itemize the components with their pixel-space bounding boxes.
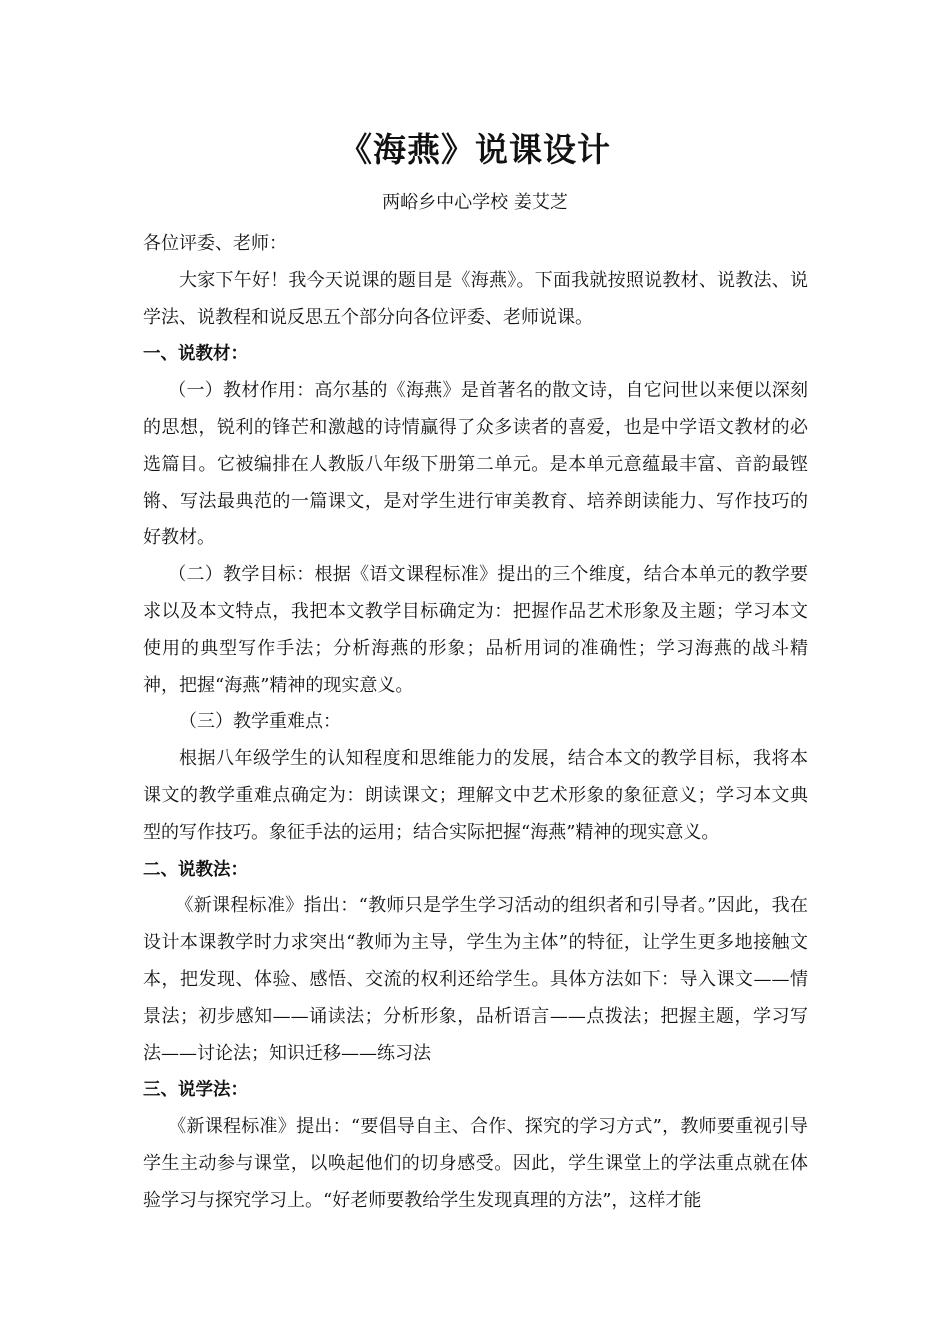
key-points-heading: （三）教学重难点： xyxy=(179,711,341,733)
document-author: 两峪乡中心学校 姜艾芝 xyxy=(382,192,568,213)
section-heading-teaching-method: 二、说教法： xyxy=(143,859,248,880)
teaching-goals-paragraph: （二）教学目标：根据《语文课程标准》提出的三个维度，结合本单元的教学要求以及本文特点，我把本文教学目标确定为：把握作品艺术形象及主题；学习本文使用的典型写作手法；分析海燕的形象；品析用词的准确性；学习海燕的战斗精神，把握“海燕”精神的现实意义。 xyxy=(143,564,808,696)
section-heading-textbook: 一、说教材： xyxy=(143,344,248,365)
learning-method-paragraph: 《新课程标准》提出：“要倡导自主、合作、探究的学习方式”，教师要重视引导学生主动参与课堂，以唤起他们的切身感受。因此，学生课堂上的学法重点就在体验学习与探究学习上。“好老师要教给学生发现真理的方法”，这样才能 xyxy=(143,1116,808,1211)
document-title: 《海燕》说课设计 xyxy=(339,130,611,169)
section-heading-learning-method: 三、说学法： xyxy=(143,1080,248,1101)
teaching-method-paragraph: 《新课程标准》指出：“教师只是学生学习活动的组织者和引导者。”因此，我在设计本课教学时力求突出“教师为主导，学生为主体”的特征，让学生更多地接触文本，把发现、体验、感悟、交流的权利还给学生。具体方法如下：导入课文——情景法；初步感知——诵读法；分析形象，品析语言——点拨法；把握主题，学习写法——讨论法；知识迁移——练习法 xyxy=(143,895,808,1064)
document-body xyxy=(143,226,808,1220)
intro-paragraph: 大家下午好！我今天说课的题目是《海燕》。下面我就按照说教材、说教法、说学法、说教程和说反思五个部分向各位评委、老师说课。 xyxy=(143,269,808,328)
key-points-paragraph: 根据八年级学生的认知程度和思维能力的发展，结合本文的教学目标，我将本课文的教学重难点确定为：朗读课文；理解文中艺术形象的象征意义；学习本文典型的写作技巧。象征手法的运用；结合实际把握“海燕”精神的现实意义。 xyxy=(143,748,808,843)
greeting: 各位评委、老师： xyxy=(143,233,287,254)
textbook-role-paragraph: （一）教材作用：高尔基的《海燕》是首著名的散文诗，自它问世以来便以深刻的思想，锐利的锋芒和激越的诗情赢得了众多读者的喜爱，也是中学语文教材的必选篇目。它被编排在人教版八年级下册第二单元。是本单元意蕴最丰富、音韵最铿锵、写法最典范的一篇课文，是对学生进行审美教育、培养朗读能力、写作技巧的好教材。 xyxy=(143,380,808,549)
